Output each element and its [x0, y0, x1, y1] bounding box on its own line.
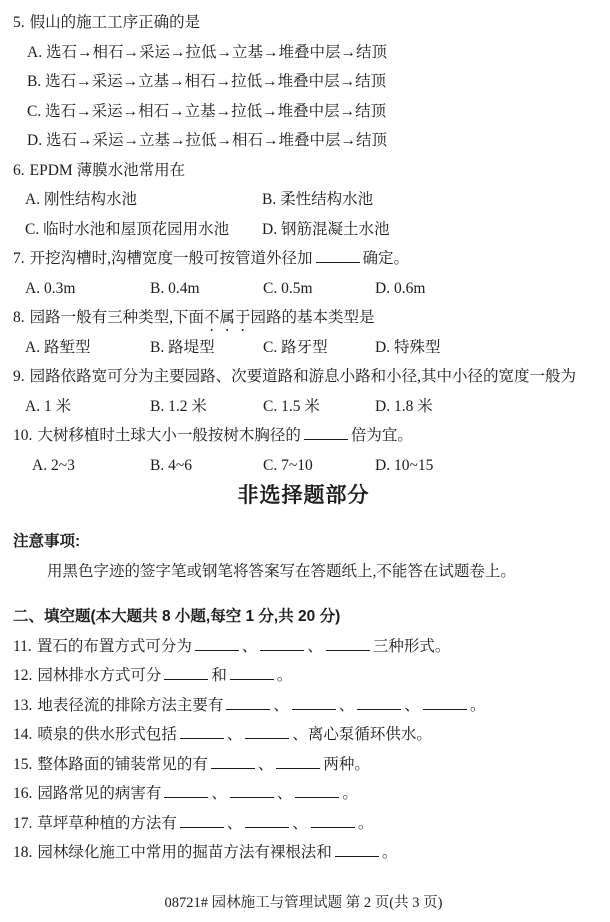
- blank-underline: [230, 665, 274, 680]
- question-10-stem: [13, 421, 594, 451]
- question-text: 、: [338, 696, 355, 714]
- question-7-stem: [13, 244, 594, 274]
- question-8-stem: [13, 303, 594, 333]
- question-text: 、: [211, 785, 227, 802]
- question-number: 12.: [13, 667, 33, 684]
- option: D. 0.6m: [375, 279, 426, 297]
- option: A. 2~3: [32, 456, 75, 474]
- question-text: 置石的布置方式可分为: [36, 637, 192, 655]
- question-text: 和: [211, 667, 227, 684]
- question-text: 、: [276, 785, 293, 802]
- question-12: [13, 661, 594, 691]
- question-number: 17.: [13, 814, 33, 832]
- blank-underline: [230, 783, 274, 798]
- option: A. 0.3m: [25, 279, 76, 297]
- question-text: 整体路面的铺装常见的有: [37, 755, 208, 773]
- question-text: 、: [292, 814, 308, 832]
- blank-underline: [304, 425, 348, 440]
- blank-underline: [211, 754, 255, 769]
- question-number: 16.: [13, 785, 33, 802]
- question-number: 6.: [13, 161, 25, 179]
- option: A. 选石→相石→采运→拉低→立基→堆叠中层→结顶: [27, 43, 387, 61]
- question-number: 18.: [13, 844, 33, 861]
- question-number: 13.: [13, 696, 33, 714]
- option: B. 4~6: [150, 456, 192, 474]
- question-13: [13, 691, 594, 721]
- section-title: 非选择题部分: [237, 484, 370, 507]
- question-text: 两种。: [323, 755, 370, 773]
- fill-section-header: 二、填空题(本大题共 8 小题,每空 1 分,共 20 分): [13, 608, 341, 625]
- question-6-stem: [13, 156, 594, 186]
- blank-underline: [245, 813, 289, 828]
- question-9-stem: [13, 362, 594, 392]
- question-text: 园路一般有三种类型,下面: [29, 309, 205, 326]
- option: A. 路堑型: [25, 338, 91, 356]
- blank-underline: [335, 842, 379, 857]
- question-text: 倍为宜。: [350, 427, 413, 444]
- question-text: 园路依路宽可分为主要园路、次要道路和游息小路和小径,其中小径的宽度一般为: [29, 368, 577, 385]
- option: D. 特殊型: [375, 338, 441, 356]
- option: B. 路堤型: [150, 338, 215, 356]
- question-text: 、: [241, 637, 258, 655]
- question-text: 、: [226, 814, 243, 832]
- question-text: 、: [273, 696, 289, 714]
- notice-paragraph: 用黑色字迹的签字笔或钢笔将答案写在答题纸上,不能答在试题卷上。: [47, 562, 516, 580]
- blank-underline: [295, 783, 339, 798]
- options-row: [13, 274, 594, 304]
- blank-underline: [326, 636, 370, 651]
- options-row: [13, 185, 594, 215]
- question-text: 园路的基本类型是: [250, 309, 375, 326]
- question-text: 草坪草种植的方法有: [37, 814, 177, 832]
- blank-underline: [260, 636, 304, 651]
- question-11: [13, 632, 594, 662]
- question-16: [13, 779, 594, 809]
- blank-underline: [164, 783, 208, 798]
- question-text: 。: [276, 667, 293, 684]
- options-row: [13, 333, 594, 363]
- blank-underline: [180, 724, 224, 739]
- question-number: 5.: [13, 14, 25, 31]
- option: B. 1.2 米: [150, 397, 207, 415]
- option: A. 1 米: [25, 397, 72, 415]
- question-text: EPDM 薄膜水池常用在: [29, 161, 186, 179]
- option: D. 1.8 米: [375, 397, 433, 415]
- blank-underline: [164, 665, 208, 680]
- blank-underline: [276, 754, 320, 769]
- option: C. 临时水池和屋顶花园用水池: [25, 220, 230, 238]
- blank-underline: [357, 695, 401, 710]
- blank-underline: [311, 813, 355, 828]
- question-text: 三种形式。: [372, 637, 451, 655]
- question-text: 、: [404, 696, 420, 714]
- question-number: 10.: [13, 427, 33, 444]
- question-number: 9.: [13, 368, 25, 385]
- option: B. 0.4m: [150, 279, 200, 297]
- question-text: 、: [226, 726, 243, 743]
- question-text: 、离心泵循环供水。: [292, 726, 432, 743]
- blank-underline: [226, 695, 270, 710]
- question-text: 假山的施工工序正确的是: [29, 14, 201, 31]
- question-text: 确定。: [362, 250, 410, 267]
- question-text: 园林排水方式可分: [37, 667, 162, 684]
- notice-label: 注意事项:: [13, 533, 81, 550]
- options-row: [13, 392, 594, 422]
- question-text: 。: [381, 844, 398, 861]
- question-number: 14.: [13, 726, 33, 743]
- question-text: 大树移植时土球大小一般按树木胸径的: [37, 427, 301, 444]
- blank-underline: [292, 695, 336, 710]
- question-17: [13, 809, 594, 839]
- options-row: [13, 215, 594, 245]
- question-text: 园林绿化施工中常用的掘苗方法有裸根法和: [37, 844, 332, 861]
- option: D. 钢筋混凝土水池: [262, 220, 390, 238]
- option: A. 刚性结构水池: [25, 191, 137, 208]
- options-row: [13, 451, 594, 481]
- blank-underline: [316, 248, 360, 263]
- option: C. 1.5 米: [263, 397, 320, 415]
- question-text: 、: [257, 755, 274, 773]
- option: C. 路牙型: [263, 338, 328, 356]
- blank-underline: [195, 636, 239, 651]
- blank-underline: [245, 724, 289, 739]
- option: C. 选石→采运→相石→立基→拉低→堆叠中层→结顶: [27, 102, 387, 120]
- question-text: 喷泉的供水形式包括: [37, 726, 177, 743]
- question-number: 15.: [13, 755, 33, 773]
- question-text: 。: [357, 814, 374, 832]
- question-number: 7.: [13, 250, 25, 267]
- question-number: 11.: [13, 637, 32, 655]
- question-number: 8.: [13, 309, 25, 326]
- question-text: 园路常见的病害有: [37, 785, 162, 802]
- blank-underline: [423, 695, 467, 710]
- page-footer: 08721# 园林施工与管理试题 第 2 页(共 3 页): [164, 894, 443, 911]
- question-15: [13, 750, 594, 780]
- option: B. 柔性结构水池: [262, 191, 374, 208]
- question-14: [13, 720, 594, 750]
- question-text: 开挖沟槽时,沟槽宽度一般可按管道外径加: [29, 250, 313, 267]
- option: D. 选石→采运→立基→拉低→相石→堆叠中层→结顶: [27, 132, 387, 149]
- option: C. 7~10: [263, 456, 313, 474]
- question-text: 。: [469, 696, 486, 714]
- emphasis-text: 不属于: [204, 309, 251, 326]
- option: B. 选石→采运→立基→相石→拉低→堆叠中层→结顶: [27, 73, 387, 90]
- question-5-stem: [13, 8, 594, 38]
- option: D. 10~15: [375, 456, 434, 474]
- question-18: [13, 838, 594, 868]
- question-text: 地表径流的排除方法主要有: [37, 696, 224, 714]
- question-text: 、: [307, 637, 323, 655]
- blank-underline: [180, 813, 224, 828]
- question-text: 。: [342, 785, 358, 802]
- option: C. 0.5m: [263, 279, 313, 297]
